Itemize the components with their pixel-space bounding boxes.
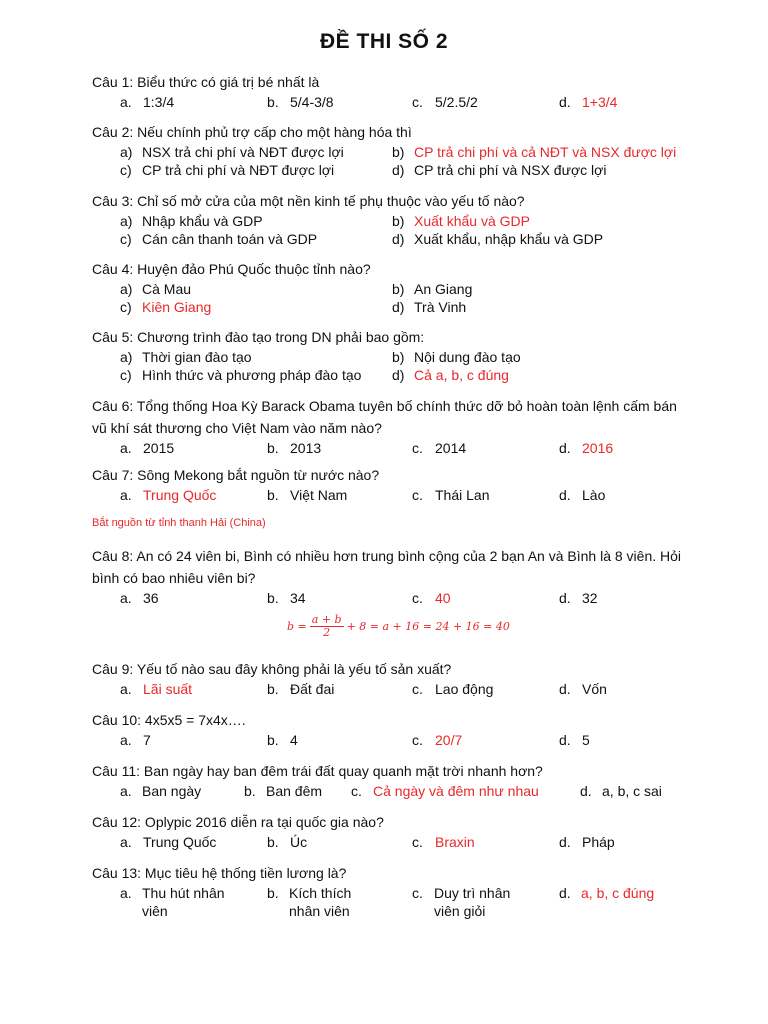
question-text: Câu 13: Mục tiêu hệ thống tiền lương là?: [92, 865, 347, 881]
option-a: a. Ban ngày: [120, 783, 202, 799]
option-c: c. Lao động: [412, 681, 494, 697]
solution-formula: [287, 614, 510, 639]
option-b: b. Úc: [267, 834, 308, 850]
question-11: [92, 760, 692, 800]
question-text: Câu 2: Nếu chính phủ trợ cấp cho một hàng hóa thì: [92, 124, 412, 140]
option-d: d. 32: [559, 590, 598, 606]
option-b-correct: b) CP trả chi phí và cả NĐT và NSX được lợi: [392, 144, 677, 160]
option-c-correct: c. Cả ngày và đêm như nhau: [351, 783, 539, 799]
option-d: d. Vốn: [559, 681, 607, 697]
question-1: [92, 71, 692, 111]
question-9: [92, 658, 692, 698]
option-d: d) Trà Vinh: [392, 299, 467, 315]
option-d: d. 5: [559, 732, 590, 748]
question-text: Câu 12: Oplypic 2016 diễn ra tại quốc gia nào?: [92, 814, 384, 830]
answer-note: Bắt nguồn từ tỉnh thanh Hải (China): [92, 517, 266, 529]
question-7: [92, 464, 692, 504]
option-c: c. 2014: [412, 440, 467, 456]
option-a: a) Nhập khẩu và GDP: [120, 213, 263, 229]
option-b-correct: b) Xuất khẩu và GDP: [392, 213, 530, 229]
fraction-numerator: a + b: [311, 613, 342, 626]
option-d-correct: d) Cả a, b, c đúng: [392, 367, 509, 383]
question-3: [92, 190, 692, 248]
formula-rhs: + 8 = a + 16 = 24 + 16 = 40: [346, 620, 510, 633]
option-a: a. 36: [120, 590, 159, 606]
question-text: Câu 11: Ban ngày hay ban đêm trái đất quay quanh mặt trời nhanh hơn?: [92, 763, 543, 779]
option-b: b. Ban đêm: [244, 783, 323, 799]
option-b: b. Đất đai: [267, 681, 335, 697]
option-b: b. 2013: [267, 440, 322, 456]
option-a-correct: a. Lãi suất: [120, 681, 193, 697]
option-a: a. 1:3/4: [120, 94, 175, 110]
question-text: Câu 7: Sông Mekong bắt nguồn từ nước nào?: [92, 467, 380, 483]
question-10: [92, 709, 692, 749]
option-b: b. 34: [267, 590, 306, 606]
option-b: b. 4: [267, 732, 298, 748]
question-5: [92, 326, 692, 384]
option-a: a) NSX trả chi phí và NĐT được lợi: [120, 144, 344, 160]
option-d: d. Lào: [559, 487, 606, 503]
question-text: Câu 10: 4x5x5 = 7x4x….: [92, 712, 246, 728]
option-c: c. Thái Lan: [412, 487, 490, 503]
question-text: Câu 5: Chương trình đào tạo trong DN phải bao gồm:: [92, 329, 425, 345]
option-c-correct: c. Braxin: [412, 834, 475, 850]
question-6: [92, 395, 732, 457]
question-text: Câu 3: Chỉ số mở cửa của một nền kinh tế phụ thuộc vào yếu tố nào?: [92, 193, 525, 209]
formula-fraction: [310, 614, 344, 639]
option-c-correct: c. 40: [412, 590, 451, 606]
question-text-line-1: Câu 6: Tổng thống Hoa Kỳ Barack Obama tuyên bố chính thức dỡ bỏ hoàn toàn lệnh cấm bán: [92, 398, 677, 414]
question-text: Câu 4: Huyện đảo Phú Quốc thuộc tỉnh nào?: [92, 261, 371, 277]
option-b: b) An Giang: [392, 281, 473, 297]
question-text: Câu 9: Yếu tố nào sau đây không phải là yếu tố sản xuất?: [92, 661, 452, 677]
fraction-denominator: 2: [323, 626, 331, 639]
option-a: a) Thời gian đào tạo: [120, 349, 252, 365]
question-2: [92, 121, 692, 179]
option-a: a) Cà Mau: [120, 281, 192, 297]
question-8: [92, 545, 732, 607]
option-a: a. Trung Quốc: [120, 834, 217, 850]
option-a-correct: a. Trung Quốc: [120, 487, 217, 503]
option-b: b) Nội dung đào tạo: [392, 349, 521, 365]
option-d: d. Pháp: [559, 834, 615, 850]
option-b: b. Việt Nam: [267, 487, 348, 503]
question-4: [92, 258, 692, 316]
option-c: c) CP trả chi phí và NĐT được lợi: [120, 162, 335, 178]
option-d: d) Xuất khẩu, nhập khẩu và GDP: [392, 231, 604, 247]
question-text-line-1: Câu 8: An có 24 viên bi, Bình có nhiều hơn trung bình cộng của 2 bạn An và Bình là 8 viên. Hỏi: [92, 548, 682, 564]
option-d-correct: d. 1+3/4: [559, 94, 618, 110]
question-text-line-2: bình có bao nhiêu viên bi?: [92, 570, 256, 586]
option-c: c. 5/2.5/2: [412, 94, 478, 110]
question-13: Câu 13: Mục tiêu hệ thống tiền lương là? a. Thu hút nhân viên b. Kích thích nhân viên c. Duy trì nhân viên giỏi d. a, b, c đúng: [92, 862, 692, 920]
question-12: [92, 811, 692, 851]
option-d: d. a, b, c sai: [580, 783, 662, 799]
option-c-correct: c) Kiên Giang: [120, 299, 212, 315]
option-a: a. 2015: [120, 440, 175, 456]
formula-lhs: b =: [287, 620, 307, 633]
exam-title: ĐỀ THI SỐ 2: [319, 30, 449, 53]
option-d: d) CP trả chi phí và NSX được lợi: [392, 162, 607, 178]
option-d-correct: d. 2016: [559, 440, 614, 456]
question-text: Câu 1: Biểu thức có giá trị bé nhất là: [92, 74, 320, 90]
option-c: c) Hình thức và phương pháp đào tạo: [120, 367, 362, 383]
option-c: c) Cán cân thanh toán và GDP: [120, 231, 318, 247]
option-b: b. 5/4-3/8: [267, 94, 334, 110]
option-a: a. 7: [120, 732, 151, 748]
option-c-correct: c. 20/7: [412, 732, 463, 748]
question-text-line-2: vũ khí sát thương cho Việt Nam vào năm nào?: [92, 420, 382, 436]
